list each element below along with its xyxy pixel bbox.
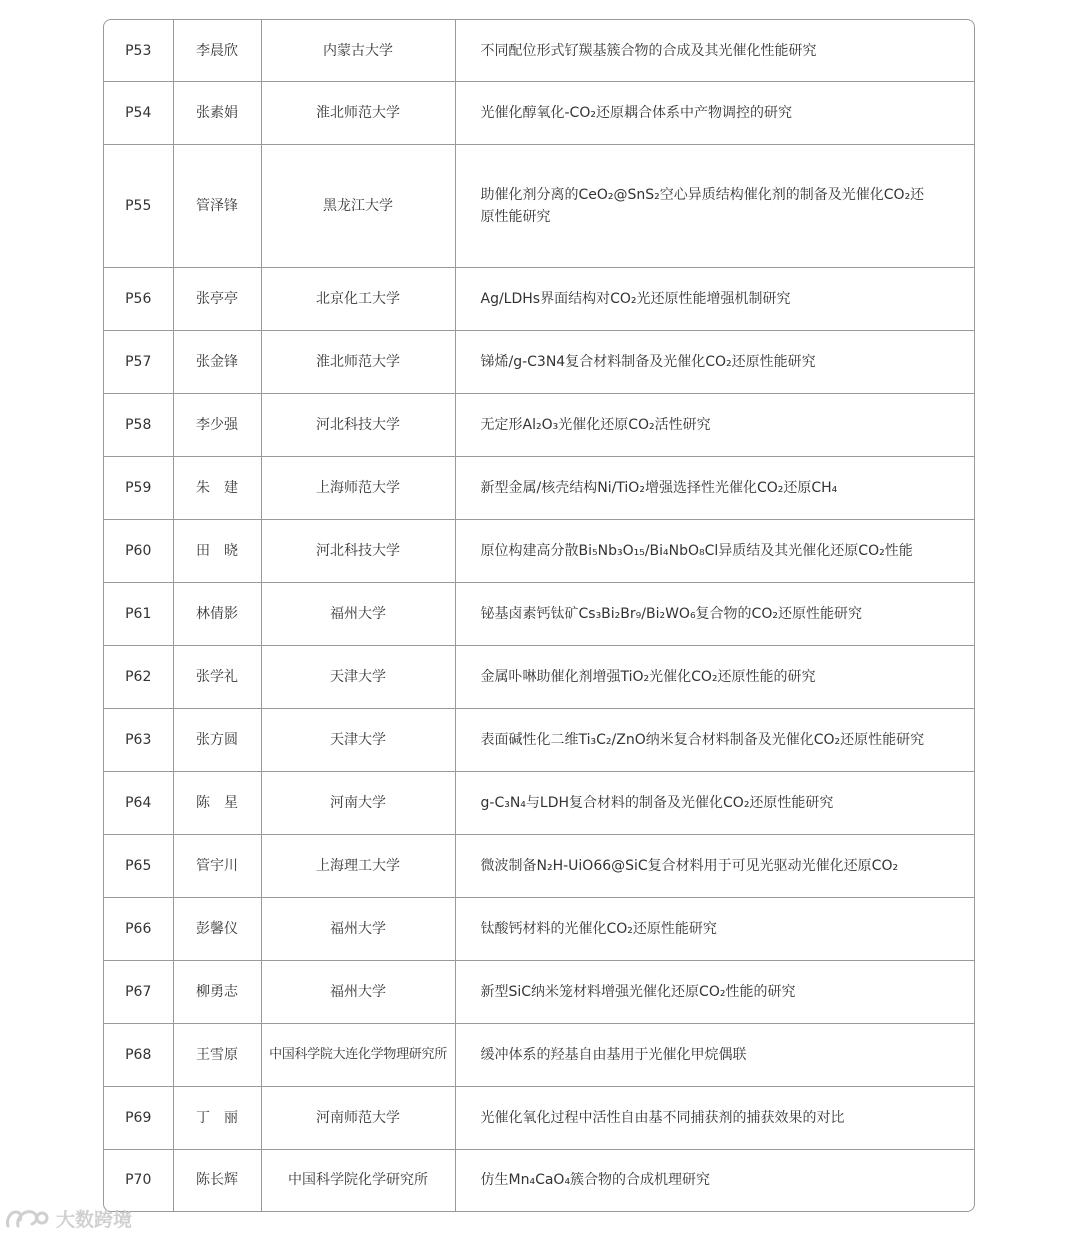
table-row — [104, 520, 974, 583]
presenter-name-cell: 林倩影 — [173, 583, 261, 646]
poster-title-cell: 不同配位形式钌羰基簇合物的合成及其光催化性能研究 — [455, 20, 974, 82]
poster-id-cell: P58 — [104, 394, 173, 457]
poster-title-cell: 新型金属/核壳结构Ni/TiO₂增强选择性光催化CO₂还原CH₄ — [455, 457, 974, 520]
poster-title-cell: 铋基卤素钙钛矿Cs₃Bi₂Br₉/Bi₂WO₆复合物的CO₂还原性能研究 — [455, 583, 974, 646]
presenter-name-cell: 朱 建 — [173, 457, 261, 520]
watermark — [4, 1203, 132, 1233]
poster-table — [103, 19, 975, 1212]
poster-title-cell: 原位构建高分散Bi₅Nb₃O₁₅/Bi₄NbO₈Cl异质结及其光催化还原CO₂性能 — [455, 520, 974, 583]
poster-id-cell: P54 — [104, 82, 173, 145]
presenter-name-cell: 陈 星 — [173, 772, 261, 835]
institution-cell: 福州大学 — [261, 960, 455, 1023]
institution-cell: 福州大学 — [261, 897, 455, 960]
poster-id-cell: P67 — [104, 960, 173, 1023]
presenter-name-cell: 田 晓 — [173, 520, 261, 583]
institution-cell: 中国科学院化学研究所 — [261, 1149, 455, 1211]
presenter-name-cell: 彭馨仪 — [173, 897, 261, 960]
poster-id-cell: P57 — [104, 331, 173, 394]
poster-id-cell: P53 — [104, 20, 173, 82]
poster-id-cell: P64 — [104, 772, 173, 835]
presenter-name-cell: 李少强 — [173, 394, 261, 457]
poster-title-cell: 无定形Al₂O₃光催化还原CO₂活性研究 — [455, 394, 974, 457]
poster-title-cell: Ag/LDHs界面结构对CO₂光还原性能增强机制研究 — [455, 268, 974, 331]
poster-list-table — [104, 20, 974, 1211]
poster-id-cell: P55 — [104, 145, 173, 268]
poster-title-cell: 钛酸钙材料的光催化CO₂还原性能研究 — [455, 897, 974, 960]
poster-id-cell: P68 — [104, 1023, 173, 1086]
table-body — [104, 20, 974, 1211]
watermark-text: 大数跨境 — [56, 1208, 133, 1231]
institution-cell: 上海理工大学 — [261, 834, 455, 897]
presenter-name-cell: 柳勇志 — [173, 960, 261, 1023]
table-row — [104, 1023, 974, 1086]
presenter-name-cell: 李晨欣 — [173, 20, 261, 82]
presenter-name-cell: 张学礼 — [173, 646, 261, 709]
institution-cell: 天津大学 — [261, 646, 455, 709]
poster-title-cell: 光催化氧化过程中活性自由基不同捕获剂的捕获效果的对比 — [455, 1086, 974, 1149]
table-row — [104, 331, 974, 394]
institution-cell: 淮北师范大学 — [261, 331, 455, 394]
poster-id-cell: P70 — [104, 1149, 173, 1211]
table-row — [104, 268, 974, 331]
poster-id-cell: P62 — [104, 646, 173, 709]
poster-id-cell: P59 — [104, 457, 173, 520]
table-row — [104, 1149, 974, 1211]
poster-id-cell: P65 — [104, 834, 173, 897]
institution-cell: 河南大学 — [261, 772, 455, 835]
institution-cell: 北京化工大学 — [261, 268, 455, 331]
institution-cell: 河北科技大学 — [261, 520, 455, 583]
institution-cell: 河北科技大学 — [261, 394, 455, 457]
poster-title-cell: 仿生Mn₄CaO₄簇合物的合成机理研究 — [480, 1172, 711, 1189]
brand-logo-icon — [4, 1204, 52, 1232]
presenter-name-cell: 张方圆 — [173, 709, 261, 772]
institution-cell: 黑龙江大学 — [261, 145, 455, 268]
presenter-name-cell: 张亭亭 — [173, 268, 261, 331]
presenter-name-cell: 王雪原 — [173, 1023, 261, 1086]
table-row — [104, 897, 974, 960]
table-row — [104, 145, 974, 268]
poster-title-cell: 新型SiC纳米笼材料增强光催化还原CO₂性能的研究 — [455, 960, 974, 1023]
table-row — [104, 709, 974, 772]
poster-title-cell: 缓冲体系的羟基自由基用于光催化甲烷偶联 — [455, 1023, 974, 1086]
table-row — [104, 82, 974, 145]
table-row — [104, 394, 974, 457]
poster-title-cell: 金属卟啉助催化剂增强TiO₂光催化CO₂还原性能的研究 — [455, 646, 974, 709]
table-row — [104, 457, 974, 520]
presenter-name-cell: 管泽锋 — [173, 145, 261, 268]
presenter-name-cell: 张素娟 — [173, 82, 261, 145]
table-row — [104, 960, 974, 1023]
presenter-name-cell: 陈长辉 — [173, 1149, 261, 1211]
poster-title-cell: 微波制备N₂H-UiO66@SiC复合材料用于可见光驱动光催化还原CO₂ — [455, 834, 974, 897]
poster-id-cell: P63 — [104, 709, 173, 772]
institution-cell: 天津大学 — [261, 709, 455, 772]
institution-cell: 淮北师范大学 — [261, 82, 455, 145]
table-row — [104, 20, 974, 82]
table-row — [104, 772, 974, 835]
table-row — [104, 1086, 974, 1149]
table-row — [104, 646, 974, 709]
institution-cell: 内蒙古大学 — [261, 20, 455, 82]
poster-title-cell: 光催化醇氧化-CO₂还原耦合体系中产物调控的研究 — [455, 82, 974, 145]
poster-title-cell: 助催化剂分离的CeO₂@SnS₂空心异质结构催化剂的制备及光催化CO₂还原性能研究 — [455, 145, 974, 268]
presenter-name-cell: 管宇川 — [173, 834, 261, 897]
table-row — [104, 583, 974, 646]
poster-id-cell: P69 — [104, 1086, 173, 1149]
institution-cell: 上海师范大学 — [261, 457, 455, 520]
institution-cell: 中国科学院大连化学物理研究所 — [261, 1023, 455, 1086]
poster-id-cell: P61 — [104, 583, 173, 646]
poster-title-cell: 锑烯/g-C3N4复合材料制备及光催化CO₂还原性能研究 — [455, 331, 974, 394]
table-row — [104, 834, 974, 897]
poster-id-cell: P66 — [104, 897, 173, 960]
poster-title-cell: 表面碱性化二维Ti₃C₂/ZnO纳米复合材料制备及光催化CO₂还原性能研究 — [455, 709, 974, 772]
institution-cell: 河南师范大学 — [261, 1086, 455, 1149]
poster-id-cell: P60 — [104, 520, 173, 583]
poster-id-cell: P56 — [104, 268, 173, 331]
poster-title-cell: g-C₃N₄与LDH复合材料的制备及光催化CO₂还原性能研究 — [455, 772, 974, 835]
institution-cell: 福州大学 — [261, 583, 455, 646]
presenter-name-cell: 丁 丽 — [173, 1086, 261, 1149]
presenter-name-cell: 张金锋 — [173, 331, 261, 394]
